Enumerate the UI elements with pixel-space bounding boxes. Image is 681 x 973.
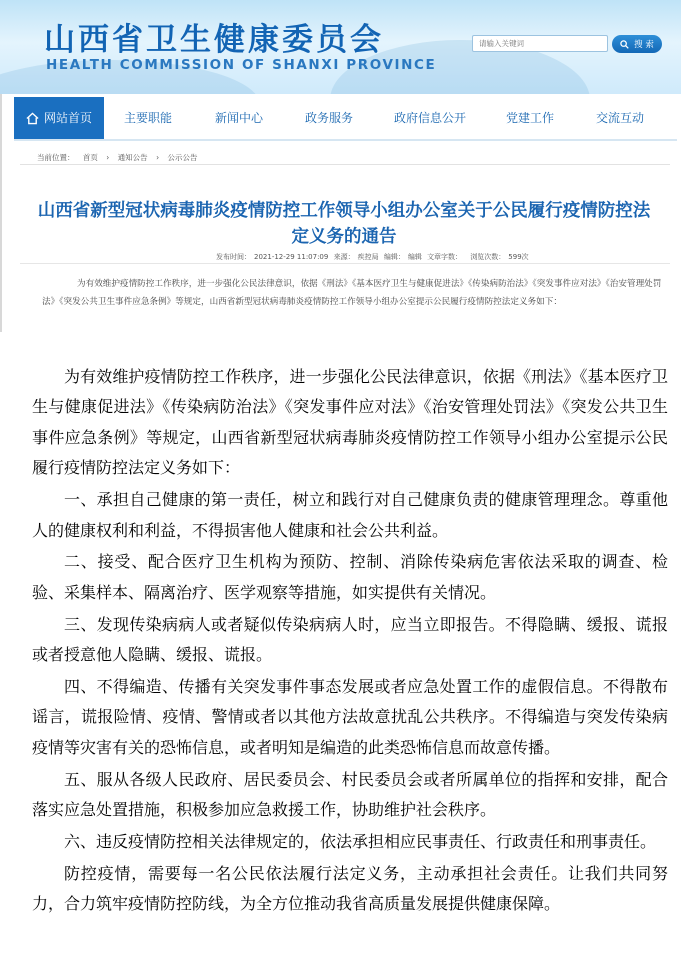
breadcrumb-item-announcements[interactable]: 公示公告 xyxy=(167,153,198,162)
nav-item-news[interactable]: 新闻中心 xyxy=(215,111,264,125)
meta-size-label: 文章字数： xyxy=(427,253,463,261)
notice-paragraph: 为有效维护疫情防控工作秩序，进一步强化公民法律意识，依据《刑法》《基本医疗卫生与健康促进法》《传染病防治法》《突发事件应对法》《治安管理处罚法》《突发公共卫生事件应急条例》等规定，山西省新型冠状病毒肺炎疫情防控工作领导小组办公室提示公民履行疫情防控法定义务如下： xyxy=(32,367,668,478)
notice-paragraph: 二、接受、配合医疗卫生机构为预防、控制、消除传染病危害依法采取的调查、检验、采集样本、隔离治疗、医学观察等措施，如实提供有关情况。 xyxy=(32,552,668,602)
nav-item-party[interactable]: 党建工作 xyxy=(506,111,555,125)
nav-item-disclosure[interactable]: 政府信息公开 xyxy=(394,111,467,125)
meta-editor: 编辑 xyxy=(407,253,422,261)
notice-paragraph: 五、服从各级人民政府、居民委员会、村民委员会或者所属单位的指挥和安排，配合落实应急处置措施，积极参加应急救援工作，协助维护社会秩序。 xyxy=(32,769,668,820)
website-screenshot xyxy=(0,0,681,332)
notice-paragraph: 防控疫情，需要每一名公民依法履行法定义务，主动承担社会责任。让我们共同努力，合力筑牢疫情防控防线，为全方位推动我省高质量发展提供健康保障。 xyxy=(32,864,668,914)
main-nav xyxy=(14,97,677,141)
search-button-label: 搜 索 xyxy=(634,40,654,50)
breadcrumb xyxy=(37,152,203,163)
article-excerpt: 为有效维护疫情防控工作秩序，进一步强化公民法律意识，依据《刑法》《基本医疗卫生与健康促进法》《传染病防治法》《突发事件应对法》《治安管理处罚法》《突发公共卫生事件应急条例》等规定，山西省新型冠状病毒肺炎疫情防控工作领导小组办公室提示公民履行疫情防控法定义务如下： xyxy=(42,279,662,307)
notice-paragraph: 六、违反疫情防控相关法律规定的，依法承担相应民事责任、行政责任和刑事责任。 xyxy=(64,832,657,852)
breadcrumb-item-home[interactable]: 首页 xyxy=(82,153,98,162)
divider xyxy=(20,263,670,264)
breadcrumb-item-notices[interactable]: 通知公告 xyxy=(117,153,148,162)
notice-paragraph: 三、发现传染病病人或者疑似传染病病人时，应当立即报告。不得隐瞒、缓报、谎报或者授意他人隐瞒、缓报、谎报。 xyxy=(32,614,668,665)
site-subtitle: HEALTH COMMISSION OF SHANXI PROVINCE xyxy=(46,57,437,73)
home-icon xyxy=(26,112,39,125)
meta-time-label: 发布时间： xyxy=(216,253,251,261)
divider xyxy=(20,164,670,165)
meta-editor-label: 编辑： xyxy=(383,253,405,261)
search-icon xyxy=(620,40,629,49)
meta-time: 2021-12-29 11:07:09 xyxy=(254,253,329,261)
meta-views: 599次 xyxy=(508,253,529,261)
nav-item-label: 网站首页 xyxy=(43,111,92,125)
notice-body xyxy=(32,362,668,921)
breadcrumb-label: 当前位置： xyxy=(37,153,75,162)
meta-views-label: 浏览次数： xyxy=(470,253,506,261)
nav-item-services[interactable]: 政务服务 xyxy=(305,111,354,125)
search-input[interactable] xyxy=(472,35,608,52)
site-title: 山西省卫生健康委员会 xyxy=(44,22,384,58)
breadcrumb-separator: › xyxy=(156,153,160,162)
notice-paragraph: 一、承担自己健康的第一责任，树立和践行对自己健康负责的健康管理理念。尊重他人的健康权利和利益，不得损害他人健康和社会公共利益。 xyxy=(32,490,668,540)
meta-source: 疾控局 xyxy=(357,253,379,261)
meta-source-label: 来源： xyxy=(333,253,355,261)
nav-item-functions[interactable]: 主要职能 xyxy=(124,111,173,125)
nav-item-home[interactable] xyxy=(14,97,104,139)
header-banner xyxy=(0,0,681,94)
article-title: 山西省新型冠状病毒肺炎疫情防控工作领导小组办公室关于公民履行疫情防控法定义务的通告 xyxy=(37,201,651,247)
nav-item-interaction[interactable]: 交流互动 xyxy=(596,111,645,125)
search-button[interactable] xyxy=(612,35,662,53)
breadcrumb-separator: › xyxy=(106,153,110,162)
article-meta xyxy=(216,252,532,262)
notice-paragraph: 四、不得编造、传播有关突发事件事态发展或者应急处置工作的虚假信息。不得散布谣言，谎报险情、疫情、警情或者以其他方法故意扰乱公共秩序。不得编造与突发传染病疫情等灾害有关的恐怖信息，或者明知是编造的此类恐怖信息而故意传播。 xyxy=(32,677,668,757)
